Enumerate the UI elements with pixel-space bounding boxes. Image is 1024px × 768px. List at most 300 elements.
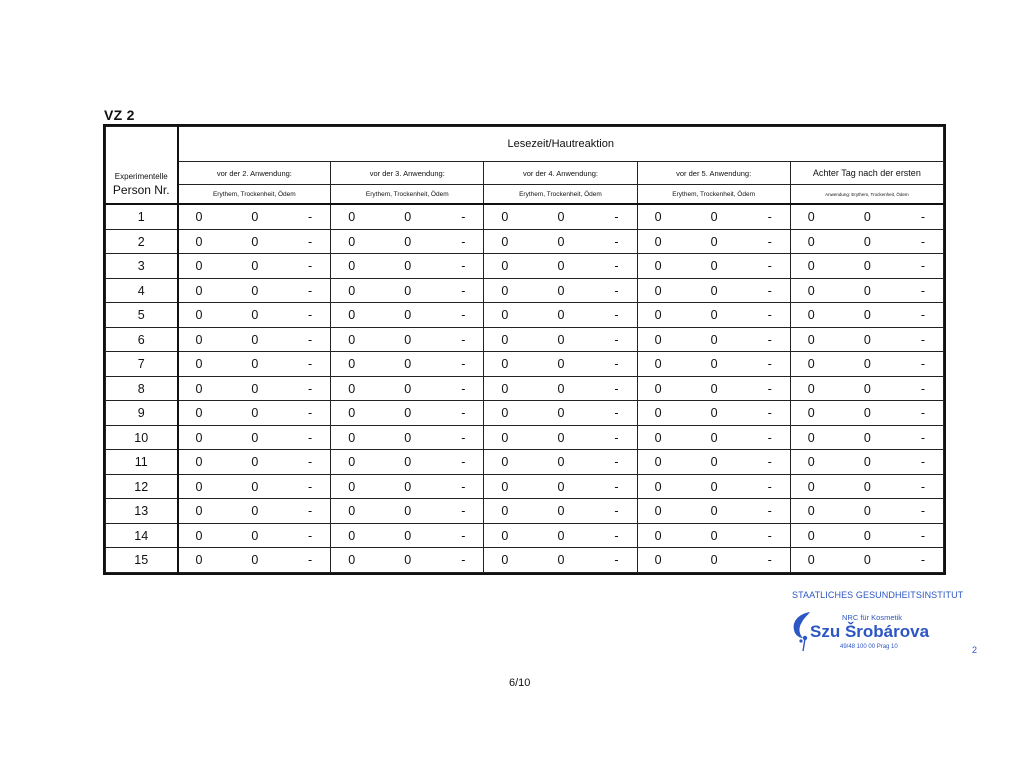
trockenheit-value: 0 [863,479,871,494]
oedem-value: - [614,381,619,396]
trockenheit-value: 0 [404,357,412,372]
table-body [106,204,944,573]
reaction-cell [790,425,943,450]
erythem-value: 0 [654,308,662,323]
trockenheit-value: 0 [710,479,718,494]
erythem-value: 0 [348,479,356,494]
oedem-value: - [614,553,619,568]
person-number: 3 [106,254,178,279]
oedem-value: - [308,234,313,249]
trockenheit-value: 0 [557,455,565,470]
table-row [106,229,944,254]
erythem-value: 0 [348,209,356,224]
trockenheit-value: 0 [251,234,259,249]
erythem-value: 0 [654,209,662,224]
oedem-value: - [920,234,925,249]
erythem-value: 0 [807,283,815,298]
erythem-value: 0 [807,209,815,224]
erythem-value: 0 [807,357,815,372]
reaction-cell [178,327,331,352]
trockenheit-value: 0 [557,528,565,543]
oedem-value: - [920,553,925,568]
erythem-value: 0 [807,308,815,323]
stamp-department: NRC für Kosmetik [842,613,903,622]
oedem-value: - [308,308,313,323]
erythem-value: 0 [195,381,203,396]
oedem-value: - [614,234,619,249]
erythem-value: 0 [654,234,662,249]
oedem-value: - [767,381,772,396]
erythem-value: 0 [807,455,815,470]
person-column-header [106,127,178,205]
trockenheit-value: 0 [404,283,412,298]
trockenheit-value: 0 [557,406,565,421]
erythem-value: 0 [501,332,509,347]
oedem-value: - [461,308,466,323]
reaction-cell [484,204,637,229]
oedem-value: - [920,209,925,224]
oedem-value: - [920,259,925,274]
erythem-value: 0 [195,283,203,298]
oedem-value: - [614,209,619,224]
oedem-value: - [767,406,772,421]
trockenheit-value: 0 [251,430,259,445]
reaction-cell [637,376,790,401]
person-header-main: Person Nr. [112,183,170,197]
trockenheit-value: 0 [710,234,718,249]
trockenheit-value: 0 [557,209,565,224]
trockenheit-value: 0 [710,504,718,519]
trockenheit-value: 0 [251,381,259,396]
oedem-value: - [920,528,925,543]
trockenheit-value: 0 [710,430,718,445]
oedem-value: - [614,504,619,519]
reaction-cell [331,352,484,377]
oedem-value: - [308,283,313,298]
results-table [103,124,946,575]
oedem-value: - [614,283,619,298]
erythem-value: 0 [654,259,662,274]
erythem-value: 0 [348,357,356,372]
reaction-cell [331,254,484,279]
erythem-value: 0 [501,528,509,543]
oedem-value: - [461,381,466,396]
reaction-cell [790,523,943,548]
erythem-value: 0 [348,234,356,249]
erythem-value: 0 [501,259,509,274]
erythem-value: 0 [195,528,203,543]
oedem-value: - [308,528,313,543]
erythem-value: 0 [501,234,509,249]
table-row [106,254,944,279]
erythem-value: 0 [348,455,356,470]
trockenheit-value: 0 [251,308,259,323]
oedem-value: - [614,308,619,323]
reaction-cell [484,327,637,352]
oedem-value: - [614,479,619,494]
trockenheit-value: 0 [251,259,259,274]
oedem-value: - [767,430,772,445]
erythem-value: 0 [807,381,815,396]
reaction-cell [331,425,484,450]
person-number: 14 [106,523,178,548]
trockenheit-value: 0 [404,430,412,445]
trockenheit-value: 0 [404,234,412,249]
oedem-value: - [308,479,313,494]
trockenheit-value: 0 [863,234,871,249]
erythem-value: 0 [195,332,203,347]
trockenheit-value: 0 [404,455,412,470]
erythem-value: 0 [654,357,662,372]
reaction-cell [178,499,331,524]
erythem-value: 0 [654,504,662,519]
erythem-value: 0 [654,455,662,470]
table-row [106,548,944,573]
trockenheit-value: 0 [557,332,565,347]
reaction-cell [637,548,790,573]
stamp-address: 49/48 100 00 Prag 10 [840,644,898,650]
reaction-cell [331,401,484,426]
oedem-value: - [767,455,772,470]
erythem-value: 0 [348,528,356,543]
reaction-cell [790,376,943,401]
erythem-value: 0 [654,332,662,347]
document-title: VZ 2 [104,107,135,123]
erythem-value: 0 [807,430,815,445]
reaction-cell [178,278,331,303]
oedem-value: - [461,234,466,249]
reaction-cell [178,254,331,279]
erythem-value: 0 [195,357,203,372]
trockenheit-value: 0 [710,308,718,323]
table-row [106,327,944,352]
erythem-value: 0 [348,308,356,323]
results-grid [105,126,944,573]
application-header-5: Achter Tag nach der ersten [790,162,943,185]
stamp-name: Szu Šrobárova [810,622,930,641]
oedem-value: - [461,553,466,568]
oedem-value: - [308,259,313,274]
erythem-value: 0 [501,553,509,568]
erythem-value: 0 [348,332,356,347]
trockenheit-value: 0 [251,553,259,568]
margin-number: 2 [972,645,978,655]
person-number: 6 [106,327,178,352]
trockenheit-value: 0 [863,357,871,372]
person-number: 1 [106,204,178,229]
criteria-header-5: Anwendung: Erythem, Trockenheit, Ödem [790,185,943,205]
reaction-cell [484,450,637,475]
reaction-cell [484,352,637,377]
table-row [106,352,944,377]
application-header-4: vor der 5. Anwendung: [637,162,790,185]
trockenheit-value: 0 [557,553,565,568]
oedem-value: - [920,308,925,323]
oedem-value: - [614,406,619,421]
reaction-cell [637,425,790,450]
oedem-value: - [920,430,925,445]
oedem-value: - [767,209,772,224]
oedem-value: - [920,455,925,470]
reaction-cell [637,523,790,548]
reaction-cell [484,474,637,499]
reaction-cell [637,278,790,303]
oedem-value: - [308,455,313,470]
trockenheit-value: 0 [710,259,718,274]
reaction-cell [484,303,637,328]
trockenheit-value: 0 [251,357,259,372]
erythem-value: 0 [654,381,662,396]
oedem-value: - [767,504,772,519]
erythem-value: 0 [807,553,815,568]
erythem-value: 0 [195,553,203,568]
trockenheit-value: 0 [863,553,871,568]
reaction-cell [637,303,790,328]
application-header-1: vor der 2. Anwendung: [178,162,331,185]
reaction-cell [790,254,943,279]
application-header-3: vor der 4. Anwendung: [484,162,637,185]
person-number: 15 [106,548,178,573]
trockenheit-value: 0 [404,209,412,224]
reaction-cell [790,401,943,426]
erythem-value: 0 [807,234,815,249]
trockenheit-value: 0 [404,504,412,519]
criteria-header-3: Erythem, Trockenheit, Ödem [484,185,637,205]
erythem-value: 0 [654,406,662,421]
reaction-cell [331,278,484,303]
reaction-cell [484,523,637,548]
reaction-cell [331,523,484,548]
oedem-value: - [308,209,313,224]
trockenheit-value: 0 [404,479,412,494]
trockenheit-value: 0 [251,209,259,224]
erythem-value: 0 [654,479,662,494]
trockenheit-value: 0 [251,479,259,494]
reaction-cell [637,327,790,352]
trockenheit-value: 0 [863,528,871,543]
erythem-value: 0 [195,234,203,249]
erythem-value: 0 [195,455,203,470]
trockenheit-value: 0 [710,332,718,347]
oedem-value: - [461,357,466,372]
erythem-value: 0 [501,455,509,470]
person-number: 5 [106,303,178,328]
oedem-value: - [308,504,313,519]
erythem-value: 0 [501,308,509,323]
reaction-cell [790,352,943,377]
erythem-value: 0 [654,430,662,445]
reaction-cell [790,278,943,303]
trockenheit-value: 0 [251,332,259,347]
table-row [106,450,944,475]
oedem-value: - [614,357,619,372]
erythem-value: 0 [195,479,203,494]
oedem-value: - [920,381,925,396]
trockenheit-value: 0 [863,259,871,274]
oedem-value: - [461,209,466,224]
reaction-cell [178,376,331,401]
table-row [106,499,944,524]
erythem-value: 0 [348,259,356,274]
reaction-cell [178,352,331,377]
criteria-header-row [106,185,944,205]
reaction-cell [178,450,331,475]
oedem-value: - [767,283,772,298]
trockenheit-value: 0 [863,381,871,396]
oedem-value: - [461,283,466,298]
person-number: 4 [106,278,178,303]
oedem-value: - [308,381,313,396]
criteria-header-4: Erythem, Trockenheit, Ödem [637,185,790,205]
reaction-cell [484,425,637,450]
trockenheit-value: 0 [557,504,565,519]
erythem-value: 0 [807,406,815,421]
reaction-cell [790,229,943,254]
person-header-small: Experimentelle [114,172,168,181]
trockenheit-value: 0 [710,528,718,543]
table-row [106,204,944,229]
reaction-cell [178,474,331,499]
reaction-cell [331,327,484,352]
criteria-header-1: Erythem, Trockenheit, Ödem [178,185,331,205]
erythem-value: 0 [195,308,203,323]
reaction-cell [637,474,790,499]
oedem-value: - [920,357,925,372]
erythem-value: 0 [501,357,509,372]
reaction-cell [484,278,637,303]
erythem-value: 0 [348,553,356,568]
table-row [106,376,944,401]
table-row [106,303,944,328]
oedem-value: - [461,332,466,347]
table-row [106,474,944,499]
trockenheit-value: 0 [404,381,412,396]
person-number: 7 [106,352,178,377]
trockenheit-value: 0 [557,430,565,445]
trockenheit-value: 0 [863,283,871,298]
erythem-value: 0 [348,504,356,519]
oedem-value: - [614,259,619,274]
oedem-value: - [461,406,466,421]
oedem-value: - [920,406,925,421]
erythem-value: 0 [654,283,662,298]
reaction-cell [790,474,943,499]
erythem-value: 0 [348,381,356,396]
trockenheit-value: 0 [404,406,412,421]
stamp-institute: STAATLICHES GESUNDHEITSINSTITUT [792,590,964,600]
trockenheit-value: 0 [557,308,565,323]
reaction-cell [484,499,637,524]
trockenheit-value: 0 [710,209,718,224]
reaction-cell [331,450,484,475]
erythem-value: 0 [348,406,356,421]
oedem-value: - [767,332,772,347]
reaction-cell [637,450,790,475]
reaction-cell [178,303,331,328]
trockenheit-value: 0 [710,553,718,568]
person-number: 9 [106,401,178,426]
oedem-value: - [461,430,466,445]
person-number: 12 [106,474,178,499]
trockenheit-value: 0 [557,259,565,274]
person-number: 2 [106,229,178,254]
trockenheit-value: 0 [404,528,412,543]
oedem-value: - [308,357,313,372]
oedem-value: - [308,332,313,347]
person-number: 10 [106,425,178,450]
trockenheit-value: 0 [863,504,871,519]
oedem-value: - [461,479,466,494]
reaction-cell [637,229,790,254]
table-row [106,523,944,548]
oedem-value: - [308,406,313,421]
trockenheit-value: 0 [863,332,871,347]
trockenheit-value: 0 [557,234,565,249]
erythem-value: 0 [807,479,815,494]
oedem-value: - [614,455,619,470]
erythem-value: 0 [195,209,203,224]
erythem-value: 0 [348,283,356,298]
erythem-value: 0 [654,553,662,568]
reaction-cell [484,376,637,401]
erythem-value: 0 [501,504,509,519]
oedem-value: - [308,553,313,568]
reaction-cell [331,548,484,573]
oedem-value: - [614,430,619,445]
erythem-value: 0 [654,528,662,543]
trockenheit-value: 0 [557,479,565,494]
oedem-value: - [614,528,619,543]
reaction-cell [331,376,484,401]
trockenheit-value: 0 [557,381,565,396]
person-number: 13 [106,499,178,524]
erythem-value: 0 [501,283,509,298]
reaction-cell [637,401,790,426]
reaction-cell [178,229,331,254]
reaction-cell [484,229,637,254]
reaction-cell [484,254,637,279]
reaction-cell [331,204,484,229]
trockenheit-value: 0 [251,504,259,519]
reaction-cell [178,523,331,548]
oedem-value: - [767,357,772,372]
erythem-value: 0 [807,332,815,347]
reaction-cell [637,499,790,524]
reaction-cell [331,474,484,499]
reaction-cell [331,303,484,328]
oedem-value: - [767,308,772,323]
oedem-value: - [920,332,925,347]
table-row [106,425,944,450]
trockenheit-value: 0 [710,455,718,470]
trockenheit-value: 0 [710,381,718,396]
criteria-header-2: Erythem, Trockenheit, Ödem [331,185,484,205]
trockenheit-value: 0 [251,455,259,470]
trockenheit-value: 0 [710,357,718,372]
reaction-cell [790,499,943,524]
reaction-cell [637,352,790,377]
reaction-cell [331,499,484,524]
reaction-cell [637,204,790,229]
erythem-value: 0 [501,430,509,445]
oedem-value: - [767,479,772,494]
trockenheit-value: 0 [710,406,718,421]
table-row [106,401,944,426]
reaction-cell [790,327,943,352]
trockenheit-value: 0 [863,209,871,224]
oedem-value: - [767,528,772,543]
erythem-value: 0 [195,406,203,421]
